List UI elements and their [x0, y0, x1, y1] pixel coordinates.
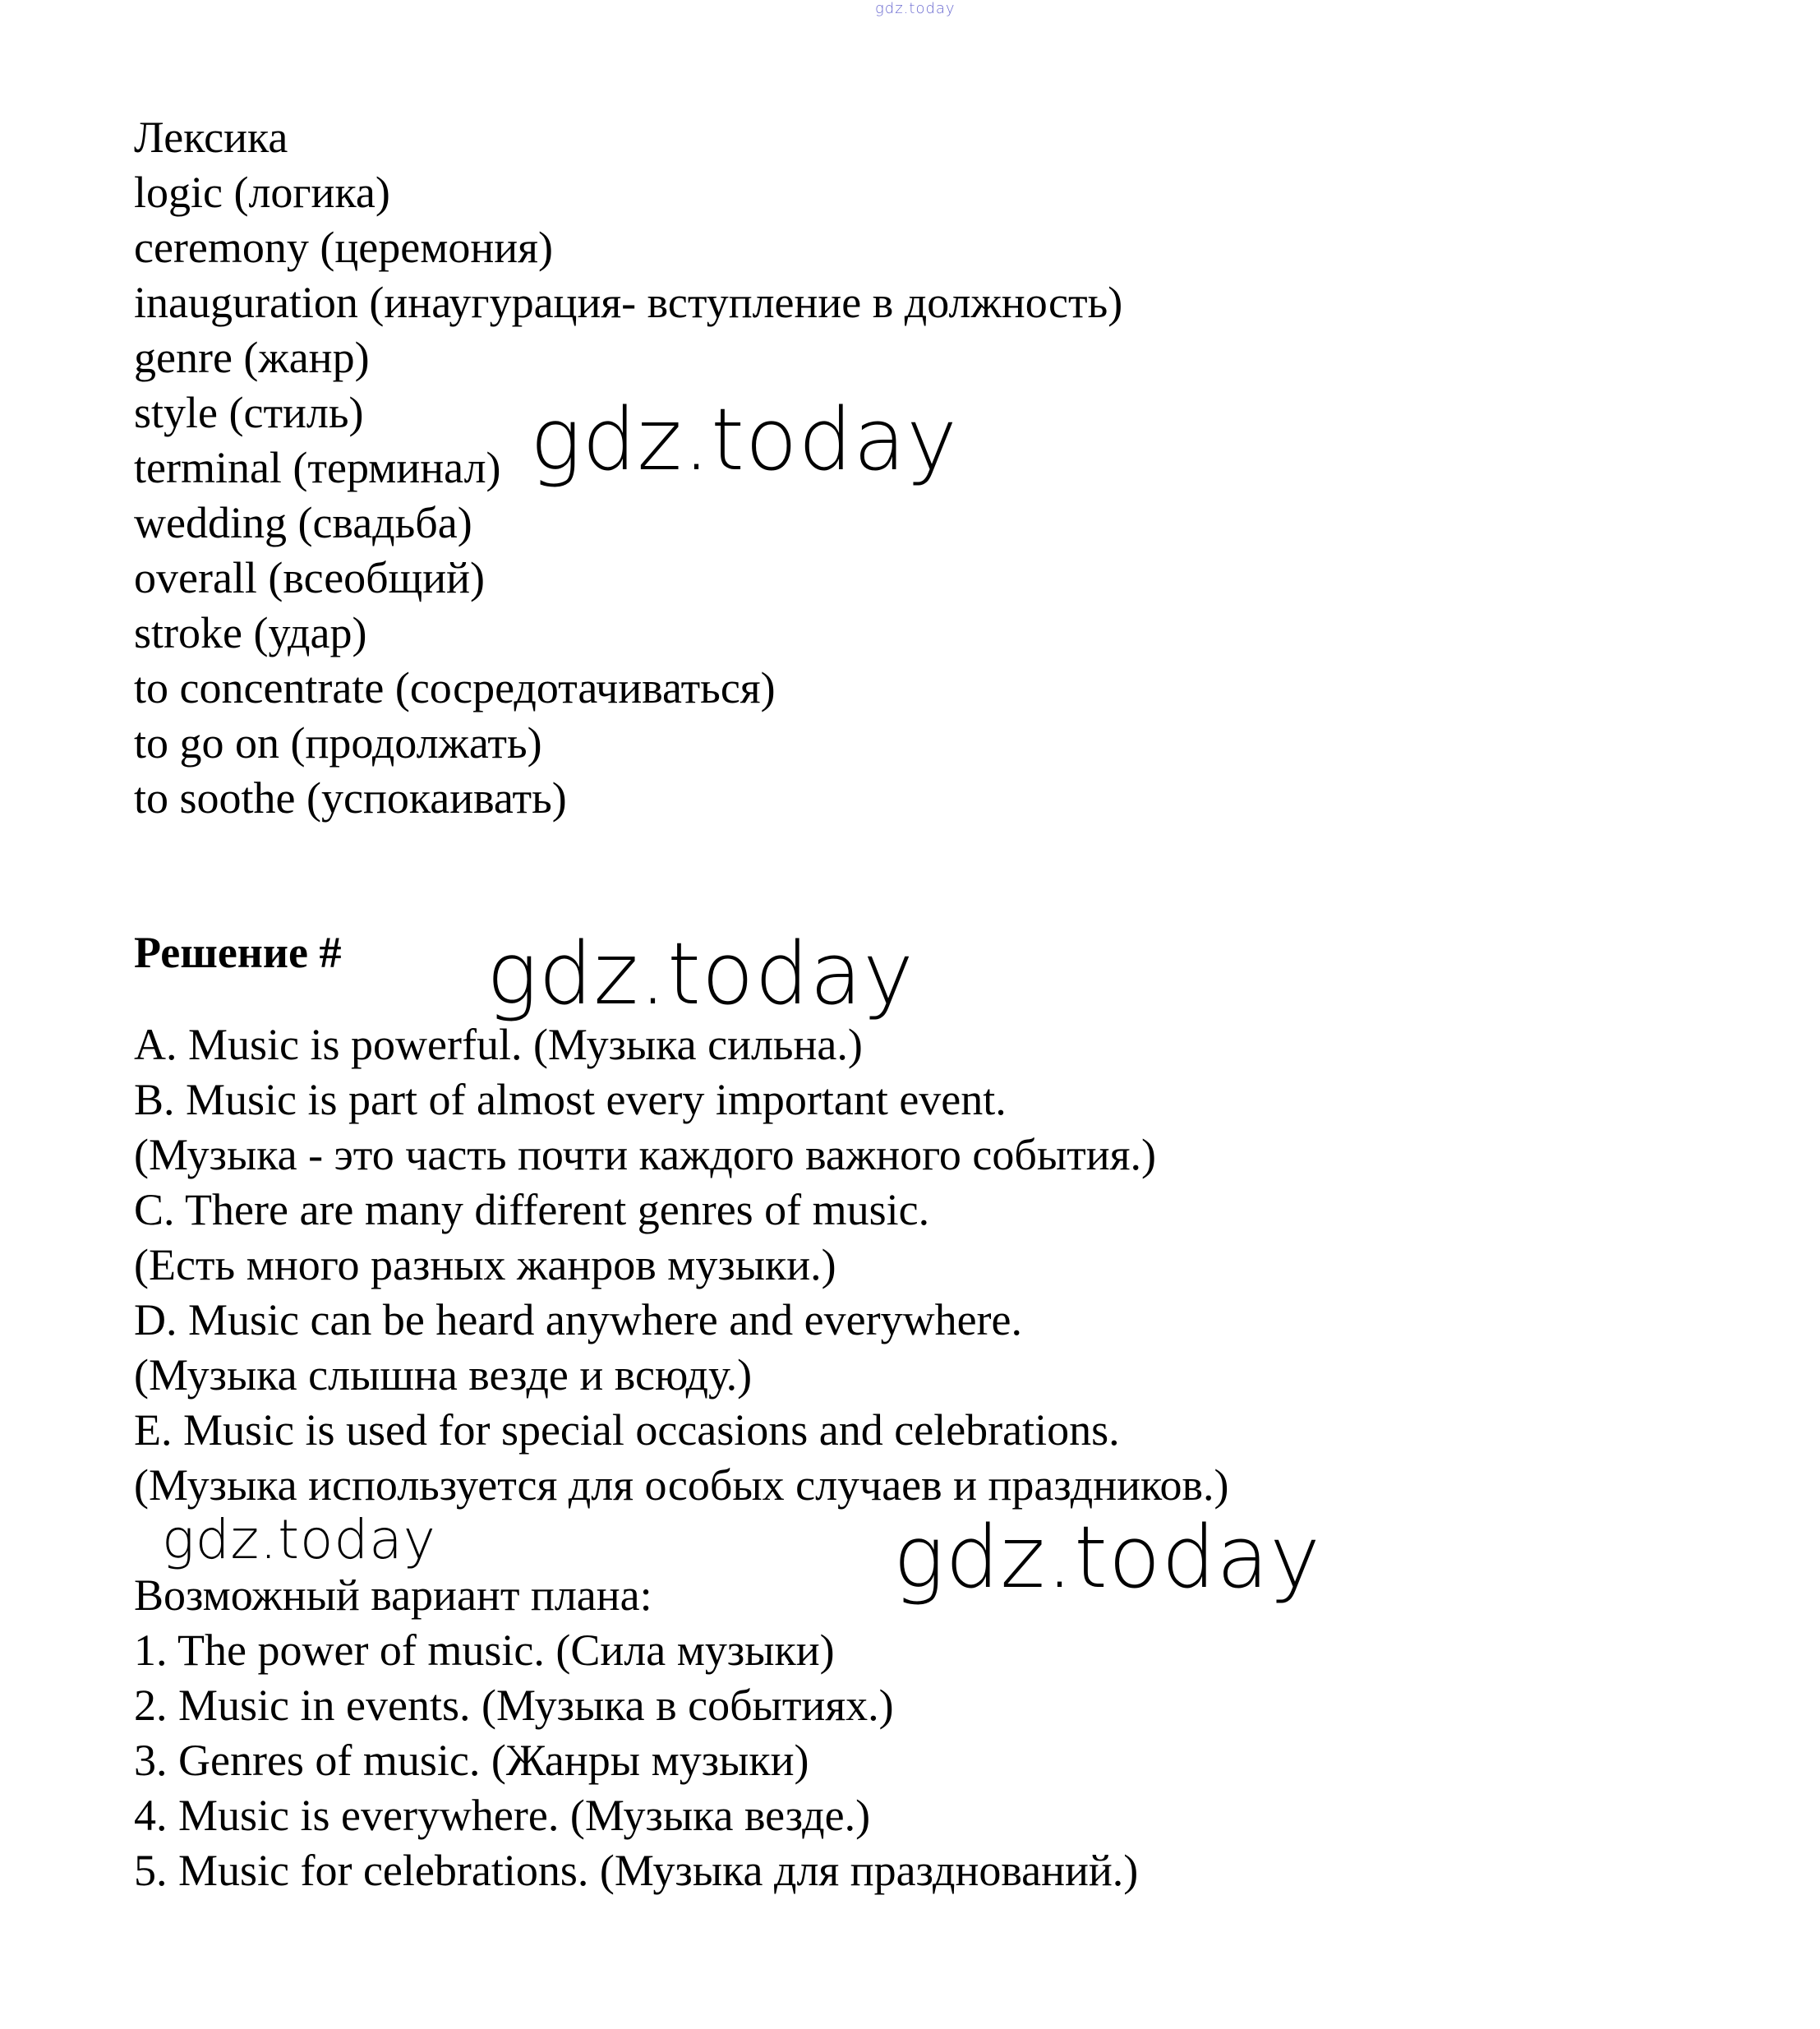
solution-heading: Решение # — [134, 928, 342, 977]
plan-item: 4. Music is everywhere. (Музыка везде.) — [134, 1791, 871, 1840]
plan-item: 1. The power of music. (Сила музыки) — [134, 1626, 835, 1675]
solution-line: (Есть много разных жанров музыки.) — [134, 1240, 836, 1289]
solution-line: A. Music is powerful. (Музыка сильна.) — [134, 1020, 863, 1069]
lexicon-item: to concentrate (сосредотачиваться) — [134, 663, 776, 712]
watermark-logo: gdz.today — [486, 924, 915, 1024]
lexicon-item: genre (жанр) — [134, 333, 370, 382]
lexicon-item: logic (логика) — [134, 168, 390, 217]
plan-item: 3. Genres of music. (Жанры музыки) — [134, 1736, 809, 1785]
lexicon-item: wedding (свадьба) — [134, 498, 472, 547]
watermark-logo: gdz.today — [162, 1508, 436, 1571]
lexicon-item: style (стиль) — [134, 388, 364, 437]
watermark-logo: gdz.today — [893, 1507, 1321, 1607]
solution-line: C. There are many different genres of music. — [134, 1185, 930, 1234]
lexicon-item: to soothe (успокаивать) — [134, 773, 567, 823]
lexicon-item: terminal (терминал) — [134, 443, 501, 492]
plan-item: 5. Music for celebrations. (Музыка для празднований.) — [134, 1846, 1139, 1895]
plan-item: 2. Music in events. (Музыка в событиях.) — [134, 1681, 894, 1730]
lexicon-item: inauguration (инаугурация- вступление в должность) — [134, 278, 1123, 327]
watermark-logo: gdz.today — [530, 390, 958, 490]
lexicon-item: overall (всеобщий) — [134, 553, 486, 602]
solution-line: B. Music is part of almost every important event. — [134, 1075, 1007, 1124]
solution-line: (Музыка слышна везде и всюду.) — [134, 1350, 753, 1400]
solution-line: (Музыка используется для особых случаев и праздников.) — [134, 1460, 1229, 1510]
watermark-top: gdz.today — [875, 0, 956, 17]
lexicon-item: to go on (продолжать) — [134, 718, 542, 768]
lexicon-item: ceremony (церемония) — [134, 223, 553, 272]
lexicon-title: Лексика — [134, 113, 288, 162]
solution-line: (Музыка - это часть почти каждого важного события.) — [134, 1130, 1156, 1179]
solution-line: D. Music can be heard anywhere and everywhere. — [134, 1295, 1023, 1344]
plan-title: Возможный вариант плана: — [134, 1570, 652, 1620]
lexicon-item: stroke (удар) — [134, 608, 367, 657]
solution-line: E. Music is used for special occasions and celebrations. — [134, 1405, 1120, 1455]
